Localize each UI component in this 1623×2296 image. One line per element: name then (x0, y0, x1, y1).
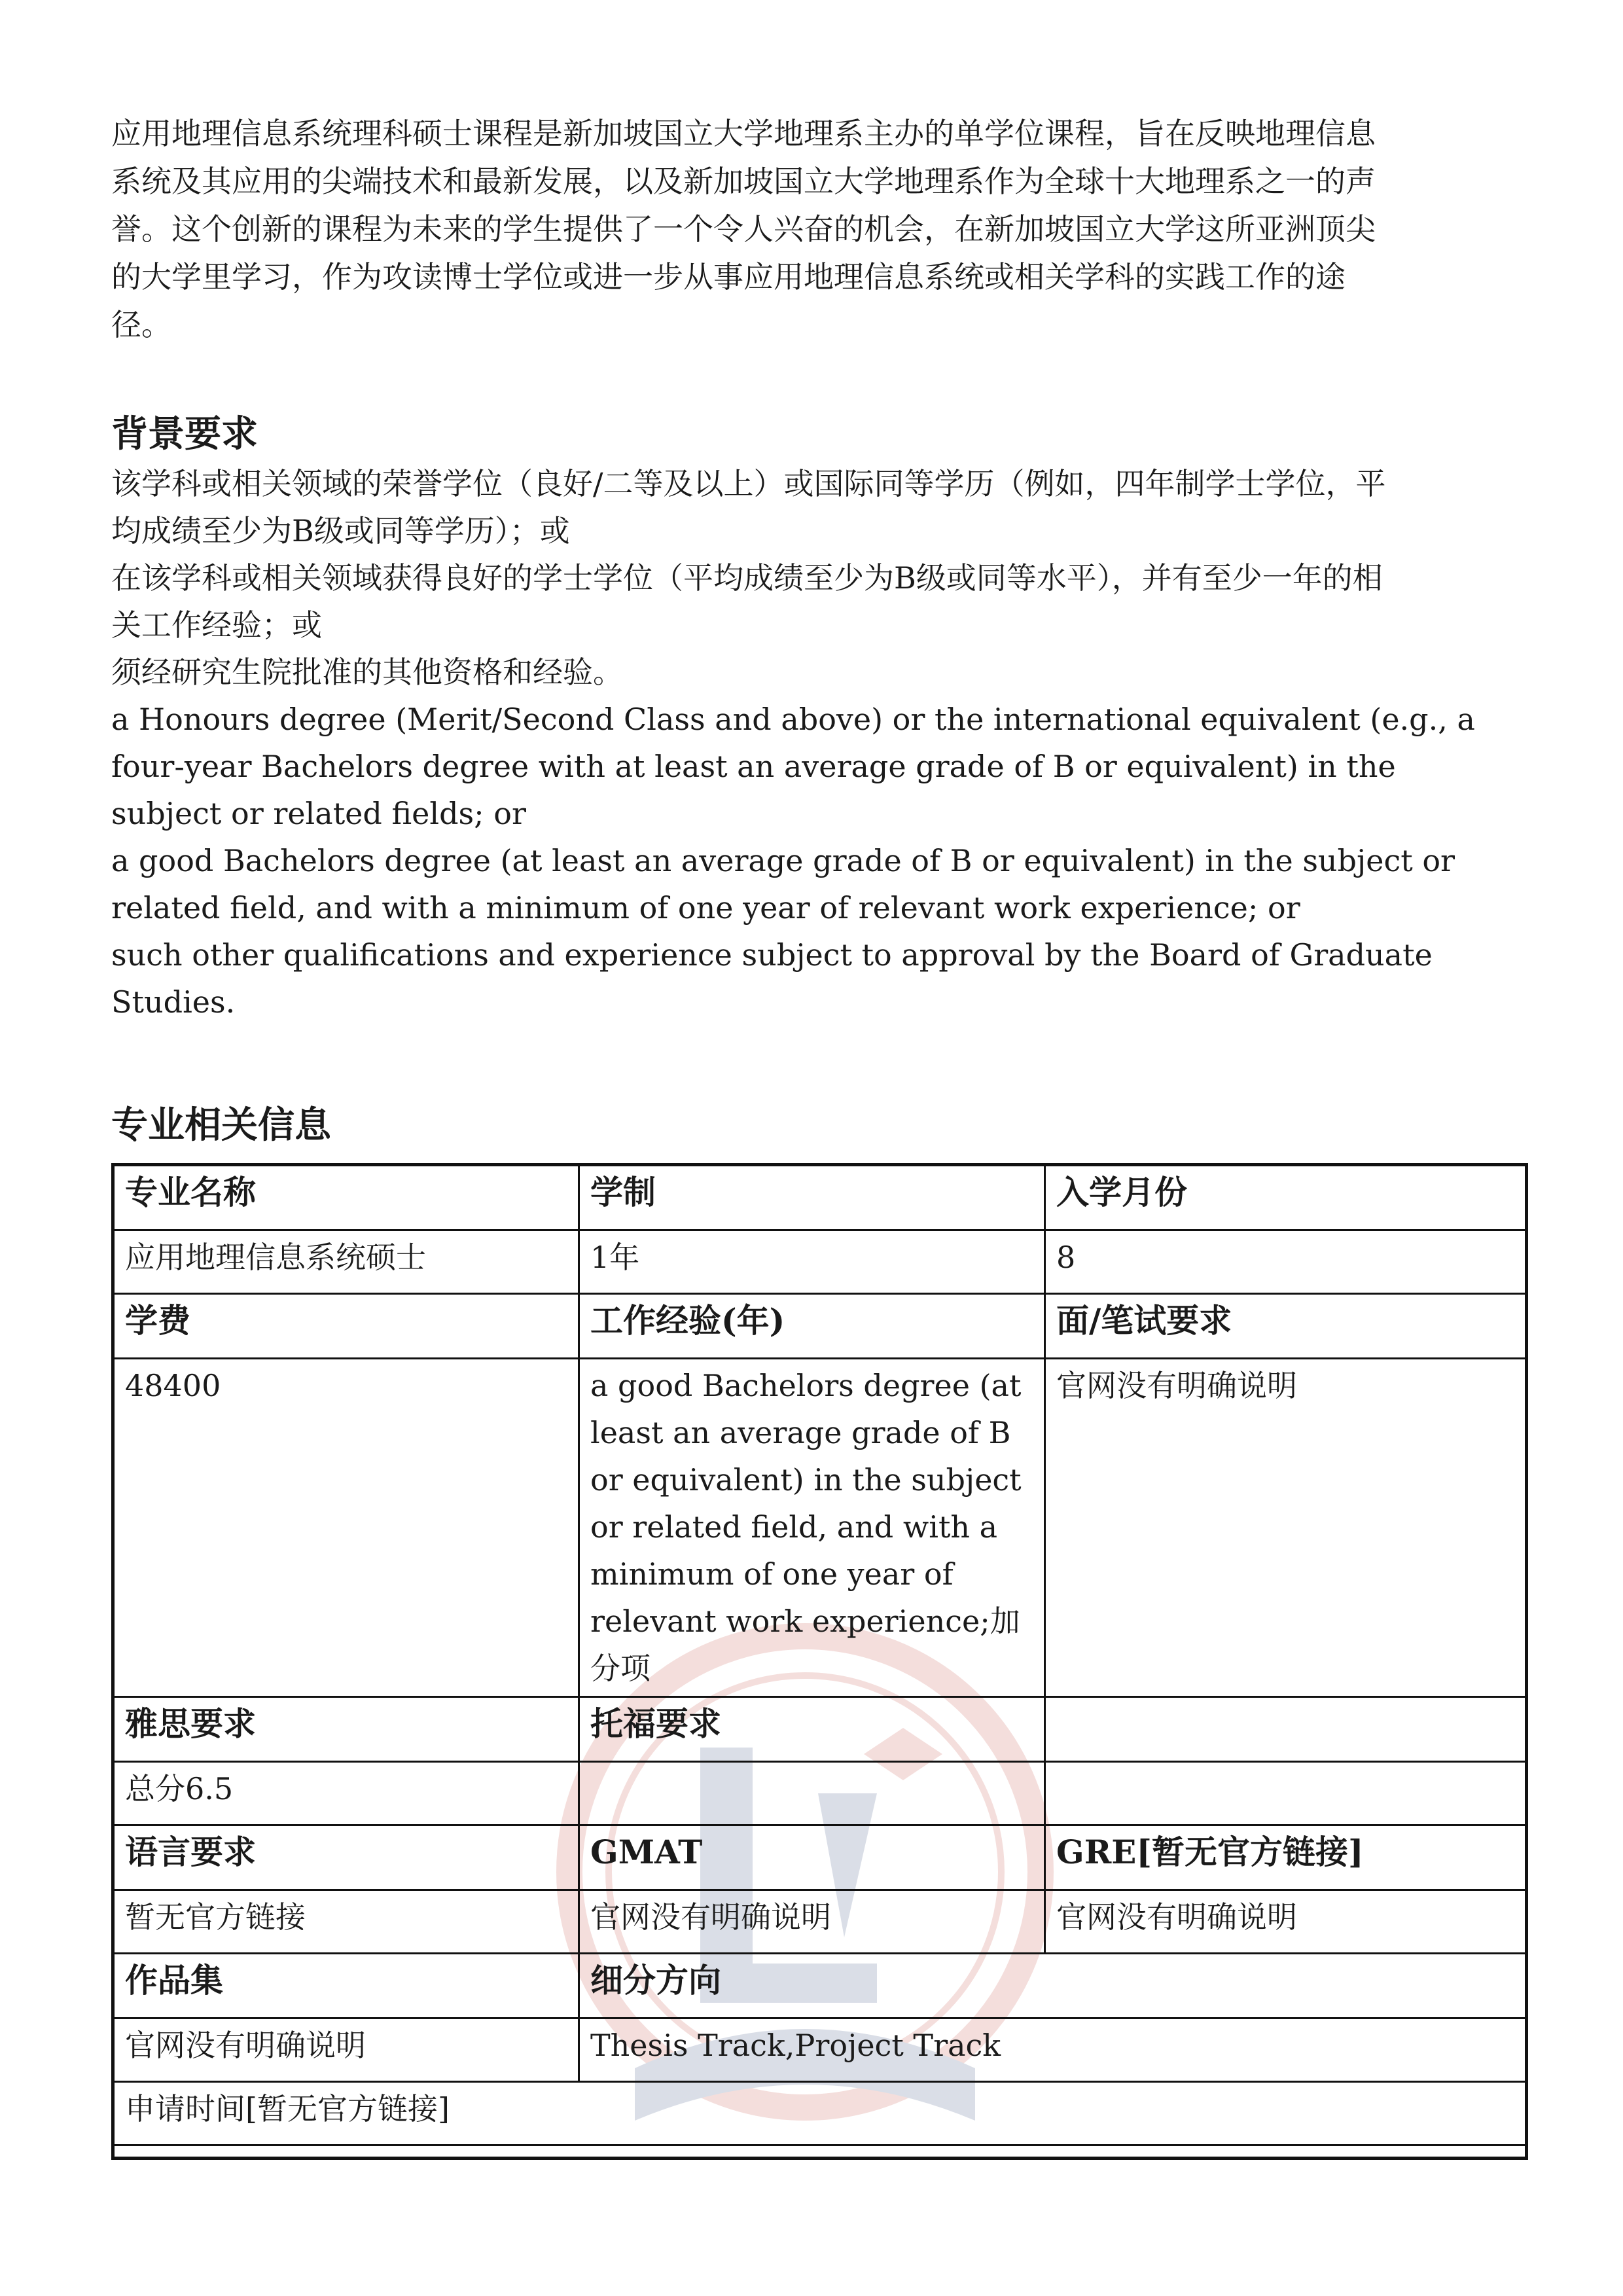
value-portfolio: 官网没有明确说明 (113, 2018, 579, 2082)
table-row (113, 1762, 1527, 1825)
value-interview: 官网没有明确说明 (1045, 1359, 1527, 1697)
intro-line: 径。 (111, 307, 171, 342)
background-heading: 背景要求 (111, 412, 258, 456)
value-gre: 官网没有明确说明 (1045, 1890, 1527, 1954)
table-header-row (113, 1165, 1527, 1230)
value-duration: 1年 (579, 1230, 1045, 1294)
label-gmat: GMAT (579, 1825, 1045, 1890)
requirement-line: subject or related fields; or (111, 796, 526, 831)
label-portfolio: 作品集 (113, 1954, 579, 2018)
table-header-row (113, 1825, 1527, 1890)
label-gre: GRE[暂无官方链接] (1045, 1825, 1527, 1890)
table-row (113, 2082, 1527, 2145)
intro-line: 的大学里学习，作为攻读博士学位或进一步从事应用地理信息系统或相关学科的实践工作的途 (111, 259, 1346, 295)
value-toefl (579, 1762, 1045, 1825)
requirement-line: 均成绩至少为B级或同等学历）；或 (111, 513, 570, 548)
value-gmat: 官网没有明确说明 (579, 1890, 1045, 1954)
application-time: 申请时间[暂无官方链接] (113, 2082, 1527, 2145)
requirement-line: a good Bachelors degree (at least an average grade of B or equivalent) in the subject or (111, 843, 1455, 878)
value-tuition: 48400 (113, 1359, 579, 1697)
table-header-row (113, 1954, 1527, 2018)
program-info-heading: 专业相关信息 (111, 1103, 331, 1147)
requirement-line: four-year Bachelors degree with at least an average grade of B or equivalent) in the (111, 749, 1396, 784)
value-ielts: 总分6.5 (113, 1762, 579, 1825)
empty-cell (1045, 1697, 1527, 1762)
value-language: 暂无官方链接 (113, 1890, 579, 1954)
document-page (111, 110, 1525, 2160)
program-info-table (111, 1163, 1528, 2160)
requirement-line: 该学科或相关领域的荣誉学位（良好/二等及以上）或国际同等学历（例如，四年制学士学位，平 (111, 466, 1386, 501)
label-toefl: 托福要求 (579, 1697, 1045, 1762)
empty-cell (1045, 1762, 1527, 1825)
requirement-line: related field, and with a minimum of one year of relevant work experience; or (111, 890, 1300, 925)
label-ielts: 雅思要求 (113, 1697, 579, 1762)
table-row (113, 1230, 1527, 1294)
intro-line: 系统及其应用的尖端技术和最新发展，以及新加坡国立大学地理系作为全球十大地理系之一的声 (111, 164, 1376, 199)
requirement-line: such other qualifications and experience subject to approval by the Board of Graduate (111, 937, 1433, 973)
requirement-line: 在该学科或相关领域获得良好的学士学位（平均成绩至少为B级或同等水平），并有至少一年的相 (111, 560, 1383, 596)
table-row (113, 2018, 1527, 2082)
value-intake-month: 8 (1045, 1230, 1527, 1294)
label-duration: 学制 (579, 1165, 1045, 1230)
requirement-line: Studies. (111, 984, 236, 1020)
table-row (113, 2145, 1527, 2159)
label-work-experience: 工作经验(年) (579, 1294, 1045, 1359)
label-interview: 面/笔试要求 (1045, 1294, 1527, 1359)
label-program-name: 专业名称 (113, 1165, 579, 1230)
requirement-line: 须经研究生院批准的其他资格和经验。 (111, 655, 623, 690)
requirement-line: 关工作经验；或 (111, 607, 322, 643)
table-header-row (113, 1697, 1527, 1762)
intro-paragraph (111, 110, 1525, 349)
background-requirements (111, 460, 1525, 1026)
table-row (113, 1359, 1527, 1697)
value-tracks: Thesis Track,Project Track (579, 2018, 1527, 2082)
value-program-name: 应用地理信息系统硕士 (113, 1230, 579, 1294)
intro-line: 誉。这个创新的课程为未来的学生提供了一个令人兴奋的机会，在新加坡国立大学这所亚洲顶尖 (111, 211, 1376, 247)
empty-cell (113, 2145, 1527, 2159)
label-intake-month: 入学月份 (1045, 1165, 1527, 1230)
label-language: 语言要求 (113, 1825, 579, 1890)
table-row (113, 1890, 1527, 1954)
table-header-row (113, 1294, 1527, 1359)
label-tuition: 学费 (113, 1294, 579, 1359)
requirement-line: a Honours degree (Merit/Second Class and above) or the international equivalent (e.g., a (111, 702, 1475, 737)
label-tracks: 细分方向 (579, 1954, 1527, 2018)
intro-line: 应用地理信息系统理科硕士课程是新加坡国立大学地理系主办的单学位课程，旨在反映地理信息 (111, 116, 1376, 151)
value-work-experience: a good Bachelors degree (at least an average grade of B or equivalent) in the subject or related field, and with a minimum of one year of relevant work experience;加分项 (579, 1359, 1045, 1697)
